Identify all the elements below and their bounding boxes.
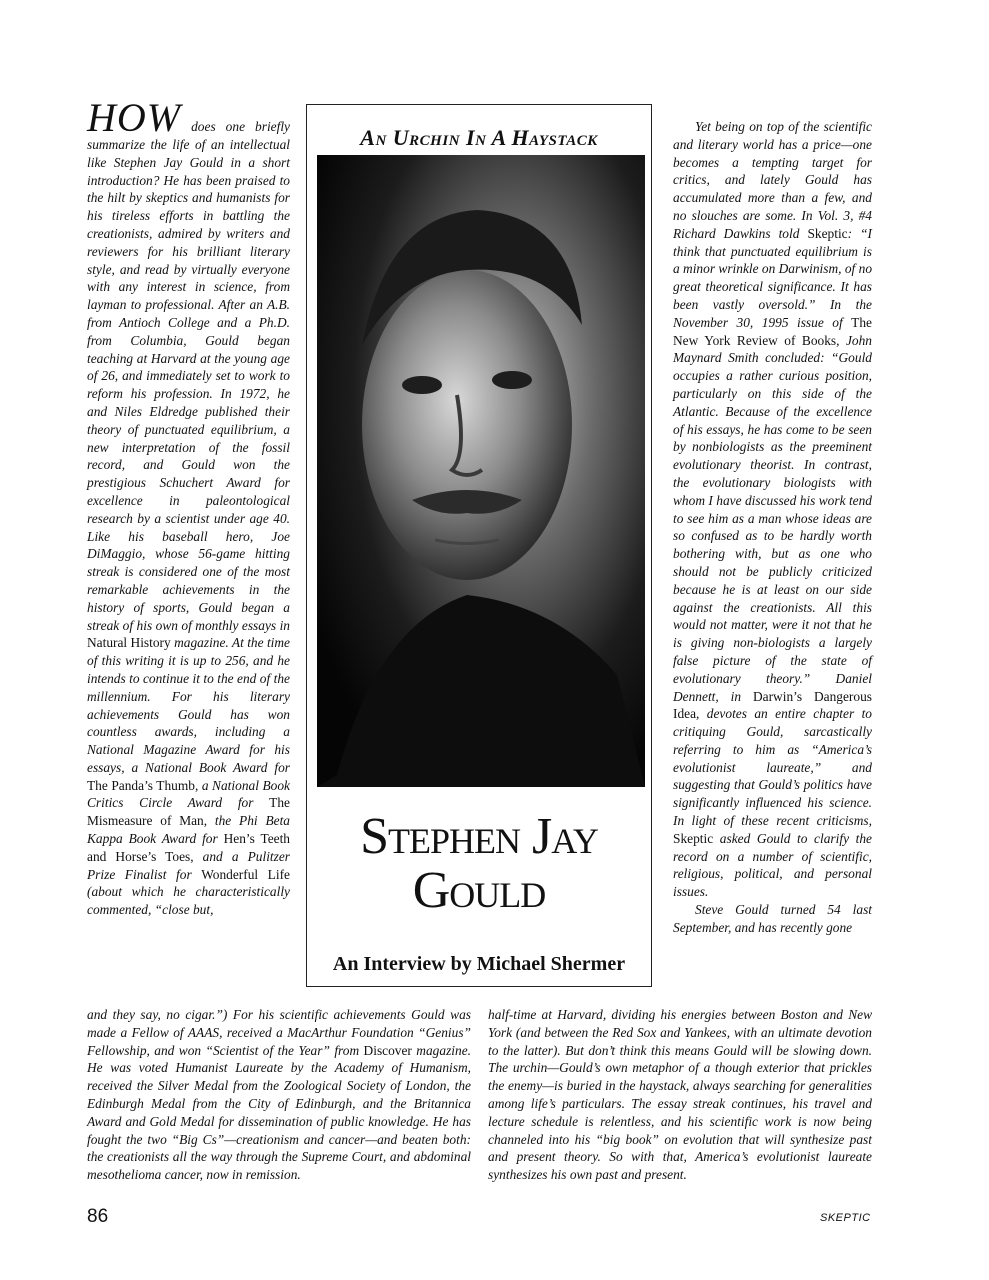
subject-name-line2: Gould	[412, 862, 546, 919]
bottom-left-column	[87, 1006, 471, 1184]
byline: An Interview by Michael Shermer	[332, 953, 626, 975]
left-column	[87, 95, 291, 919]
body-text: and they say, no cigar.”) For his scientific achievements Gould was made a Fellow of AAAS, received a MacArthur Foundation “Genius” Fellowship, and won “Scientist of the Year” from	[87, 1007, 471, 1058]
book-title: Hen’s Teeth and Horse’s Toes,	[87, 831, 290, 864]
book-title: The Mismeasure of Man,	[87, 795, 290, 829]
portrait-photo	[317, 155, 645, 787]
article-title: An Urchin In A Haystack	[360, 125, 598, 150]
page-number: 86	[87, 1206, 109, 1227]
intro-text: does one briefly summarize the life of an intellectual like Stephen Jay Gould in a short introduction? He has been praised to the hilt by skeptics and humanists for his tireless efforts in battling the creationists, admired by writers and reviewers for his brilliant literary style, and read by virtually everyone with any interest in science, from layman to professional. After an A.B. from Antioch College and a Ph.D. from Columbia, Gould began teaching at Harvard at the young age of 26, and immediately set to work to reform his profession. In 1972, he and Niles Eldredge published their theory of punctuated equilibrium, a new interpretation of the fossil record, and Gould won the prestigious Schuchert Award for excellence in paleontological research by a scientist under age 40. Like his baseball hero, Joe DiMaggio, whose 56-game hitting streak is considered one of the most remarkable achievements in the history of sports, Gould began a streak of his own of monthly essays in	[87, 119, 290, 633]
subject-name-line1: Stephen Jay	[360, 808, 598, 865]
book-title: Darwin’s Dangerous Idea,	[673, 688, 872, 722]
book-title: The Panda’s Thumb,	[87, 777, 199, 793]
intro-text: (about which he characteristically commented, “close but,	[87, 884, 290, 918]
book-title: Wonderful Life	[201, 866, 290, 882]
body-text: Yet being on top of the scientific and literary world has a price—one becomes a tempting target for critics, and lately Gould has accumulated more than a few, and no slouches are some. In Vol. 3, #4 Richard Dawkins told	[673, 119, 872, 241]
publication-title: The New York Review of Books,	[673, 314, 872, 348]
body-text: asked Gould to clarify the record on a number of scientific, religious, political, and personal issues.	[673, 830, 872, 900]
publication-title: Natural History	[87, 635, 171, 651]
publication-title: Skeptic	[673, 830, 714, 846]
body-text: devotes an entire chapter to critiquing Gould, sarcastically referring to him as “America’s evolutionist laureate,” and suggesting that Gould’s politics have significantly influenced his science. In light of these recent criticisms,	[673, 706, 872, 829]
body-paragraph: half-time at Harvard, dividing his energies between Boston and New York (and between the Red Sox and Yankees, with an ultimate devotion to the latter). But don’t think this means Gould will be slowing down. The urchin—Gould’s own metaphor of a though exterior that prickles the enemy—is buried in the haystack, always searching for generalities among life’s particulars. The essay streak continues, his travel and lecture schedule is relentless, and his scientific work is now being channeled into his “big book” on evolution that will synthesize past and present theory. So with that, America’s evolutionist laureate synthesizes his own past and present.	[488, 1007, 872, 1183]
subject-name	[307, 810, 651, 918]
publication-title: Skeptic	[807, 225, 848, 241]
intro-text: magazine. At the time of this writing it is up to 256, and he intends to continue it to the end of the millennium. For his literary achievements Gould has won countless awards, including a National Magazine Award for his essays, a National Book Award for	[87, 635, 291, 775]
body-text: John Maynard Smith concluded: “Gould occupies a rather curious position, particularly on this side of the Atlantic. Because of the excellence of his essays, he has come to be seen by nonbiologists as the preeminent evolutionary theorist. In contrast, the evolutionary biologists with whom I have discussed his work tend to see him as a man whose ideas are so confused as to be hardly worth bothering with, but as one who should not be publicly criticized because he is at least on our side against the creationists. All this would not matter, were it not that he is giving non-biologists a largely false picture of the state of evolutionary theory.” Daniel Dennett, in	[673, 332, 872, 704]
intro-text: the Phi Beta Kappa Book Award for	[87, 813, 290, 847]
right-column	[673, 118, 872, 937]
drop-cap: HOW	[87, 95, 182, 140]
magazine-name: SKEPTIC	[820, 1212, 871, 1224]
title-box	[306, 104, 652, 987]
body-text: : “I think that punctuated equilibrium is a minor wrinkle on Darwinism, of no great theoretical significance. It has been vastly oversold.” In the November 30, 1995 issue of	[673, 225, 873, 330]
bottom-right-column	[488, 1006, 872, 1184]
intro-text: and a Pulitzer Prize Finalist for	[87, 848, 290, 882]
intro-text: a National Book Critics Circle Award for	[87, 777, 290, 811]
publication-title: Discover	[363, 1042, 412, 1058]
body-text: magazine. He was voted Humanist Laureate by the Academy of Humanism, received the Silver Medal from the Zoological Society of London, the Edinburgh Medal from the City of Edinburgh, and the Britannica Award and Gold Medal for dissemination of public knowledge. He has fought the two “Big Cs”—creationism and cancer—and beaten both: the creationists all the way through the Supreme Court, and abdominal mesothelioma cancer, now in remission.	[87, 1042, 471, 1183]
body-paragraph: Steve Gould turned 54 last September, and has recently gone	[673, 902, 872, 935]
